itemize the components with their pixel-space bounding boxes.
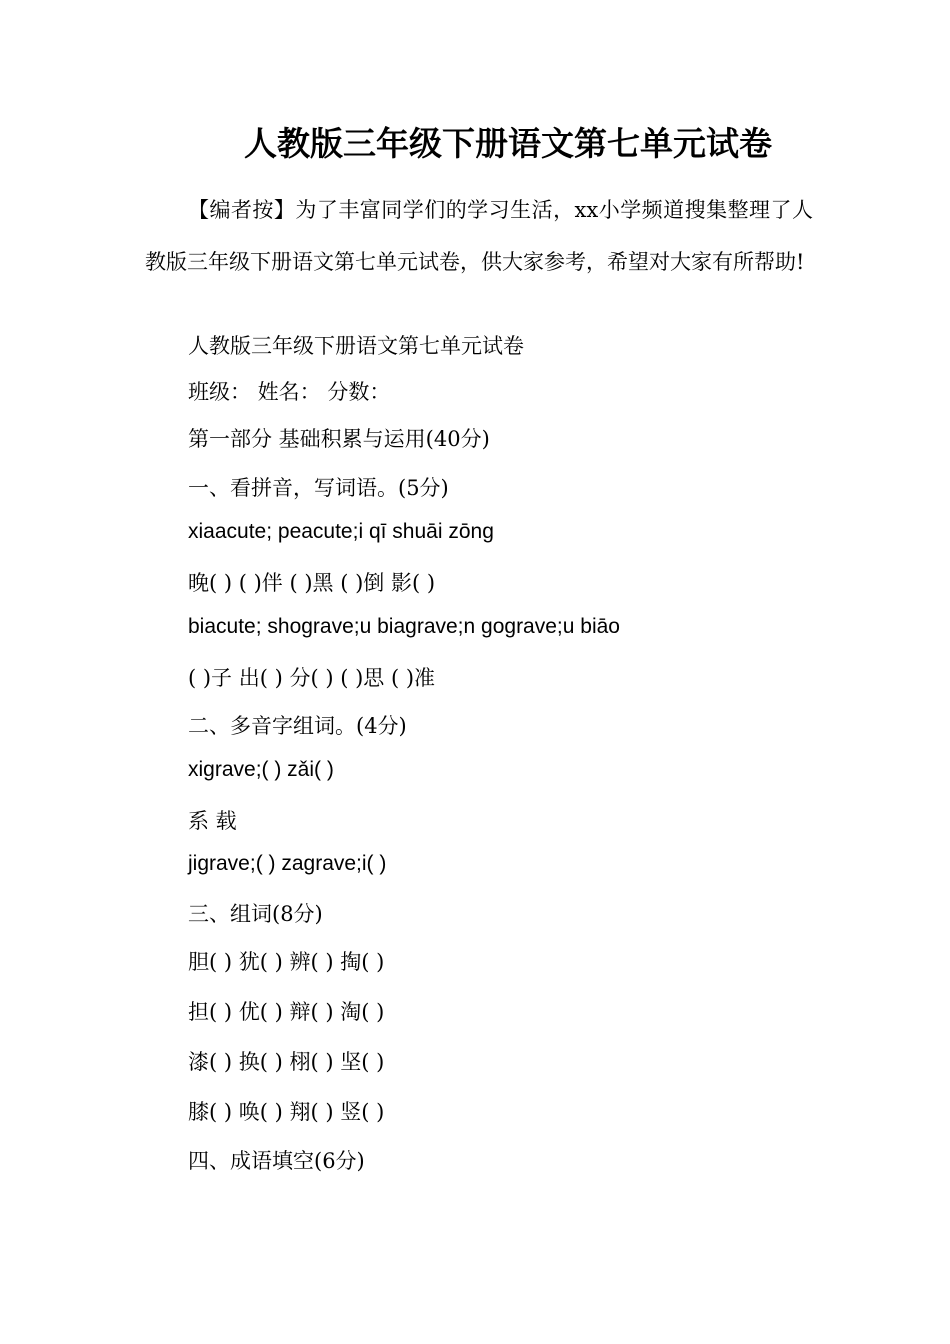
polyphone-chars-line: 系 载: [188, 809, 237, 833]
pinyin-line: biacute; shograve;u biagrave;n gograve;u biāo: [188, 615, 620, 638]
section-one-heading: 一、看拼音，写词语。(5分): [188, 476, 449, 500]
word-group-row: 膝( ) 唤( ) 翔( ) 竖( ): [188, 1100, 385, 1124]
word-group-row: 担( ) 优( ) 辩( ) 淘( ): [188, 1000, 385, 1024]
word-group-row: 漆( ) 换( ) 栩( ) 坚( ): [188, 1050, 385, 1074]
blank-line: ( )子 出( ) 分( ) ( )思 ( )准: [188, 666, 436, 690]
pinyin-line: xiaacute; peacute;i qī shuāi zōng: [188, 520, 494, 543]
section-three-heading: 三、组词(8分): [188, 902, 323, 926]
section-four-heading: 四、成语填空(6分): [188, 1149, 365, 1173]
page-title: 人教版三年级下册语文第七单元试卷: [244, 124, 772, 163]
word-group-row: 胆( ) 犹( ) 辨( ) 掏( ): [188, 950, 385, 974]
pinyin-line: xigrave;( ) zǎi( ): [188, 758, 334, 781]
blank-line: 晚( ) ( )伴 ( )黑 ( )倒 影( ): [188, 571, 436, 595]
student-info-line: 班级： 姓名： 分数：: [188, 380, 391, 404]
section-two-heading: 二、多音字组词。(4分): [188, 714, 407, 738]
exam-title-line: 人教版三年级下册语文第七单元试卷: [188, 334, 524, 358]
editor-note-paragraph: 【编者按】为了丰富同学们的学习生活，xx小学频道搜集整理了人教版三年级下册语文第七单元试卷，供大家参考，希望对大家有所帮助!: [145, 198, 813, 274]
pinyin-line: jigrave;( ) zagrave;i( ): [188, 852, 387, 875]
part-one-heading: 第一部分 基础积累与运用(40分): [188, 427, 490, 451]
